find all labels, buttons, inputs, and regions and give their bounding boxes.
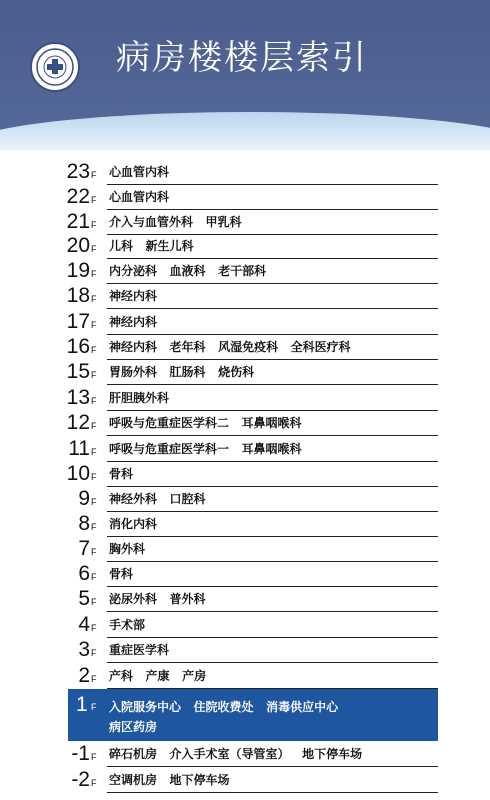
- floor-suffix: F: [91, 572, 97, 582]
- floor-suffix: F: [91, 370, 97, 380]
- floor-suffix: F: [91, 752, 97, 762]
- floor-suffix: F: [91, 220, 97, 230]
- floor-suffix: F: [91, 597, 97, 607]
- floor-suffix: F: [91, 421, 97, 431]
- floor-row: [0, 310, 490, 335]
- floor-departments: 心血管内科: [109, 190, 170, 204]
- hospital-logo: [30, 42, 80, 92]
- floor-number: 20: [66, 234, 90, 257]
- floor-suffix: F: [91, 472, 97, 482]
- floor-suffix: F: [91, 396, 97, 406]
- floor-row: [0, 386, 490, 411]
- page-title: 病房楼楼层索引: [116, 38, 368, 78]
- floor-departments: 心血管内科: [109, 165, 170, 179]
- floor-number: 1: [76, 693, 88, 716]
- floor-departments-line2: 病区药房: [109, 720, 158, 734]
- floor-departments: 骨科: [109, 567, 134, 581]
- floor-suffix: F: [91, 170, 97, 180]
- floor-suffix: F: [91, 497, 97, 507]
- floor-row: [0, 411, 490, 436]
- floor-suffix: F: [91, 195, 97, 205]
- floor-row: [0, 487, 490, 512]
- floor-departments: 泌尿外科 普外科: [109, 592, 206, 606]
- floor-number: 12: [66, 411, 90, 434]
- floor-row: [0, 613, 490, 638]
- floor-departments: 消化内科: [109, 517, 158, 531]
- floor-row: [0, 185, 490, 210]
- floor-departments: 呼吸与危重症医学科一 耳鼻咽喉科: [109, 442, 302, 456]
- floor-suffix: F: [91, 778, 97, 788]
- floor-number: 21: [66, 210, 90, 233]
- floor-number: 18: [66, 284, 90, 307]
- floor-number: 19: [66, 259, 90, 282]
- row-divider: [107, 766, 438, 767]
- floor-suffix: F: [91, 674, 97, 684]
- floor-departments: 呼吸与危重症医学科二 耳鼻咽喉科: [109, 416, 302, 430]
- floor-number: 5: [78, 587, 90, 610]
- floor-suffix: F: [91, 320, 97, 330]
- floor-row: [0, 437, 490, 462]
- floor-number: 23: [66, 160, 90, 183]
- floor-departments: 产科 产康 产房: [109, 669, 207, 683]
- floor-suffix: F: [91, 244, 97, 254]
- floor-suffix: F: [91, 269, 97, 279]
- floor-suffix: F: [91, 547, 97, 557]
- floor-departments: 神经内科: [109, 289, 158, 303]
- row-divider: [107, 308, 438, 309]
- floor-row: [0, 335, 490, 360]
- floor-departments: 手术部: [109, 618, 146, 632]
- floor-number: -1: [71, 742, 90, 765]
- floor-departments: 肝胆胰外科: [109, 391, 170, 405]
- floor-number: 17: [66, 310, 90, 333]
- floor-number: 22: [66, 185, 90, 208]
- hospital-emblem-icon: [35, 47, 75, 87]
- floor-suffix: F: [91, 623, 97, 633]
- header-wave: [0, 112, 490, 150]
- floor-row: [0, 742, 490, 767]
- floor-row: [0, 360, 490, 385]
- floor-row: [0, 462, 490, 487]
- floor-number: 7: [78, 537, 90, 560]
- floor-departments: 内分泌科 血液科 老干部科: [109, 264, 267, 278]
- floor-suffix: F: [91, 447, 97, 457]
- row-divider: [107, 384, 438, 385]
- floor-row: [0, 512, 490, 537]
- floor-departments-line1: 入院服务中心 住院收费处 消毒供应中心: [109, 700, 339, 714]
- floor-number: 11: [68, 437, 90, 460]
- floor-row: [0, 537, 490, 562]
- floor-number: 3: [78, 638, 90, 661]
- floor-departments: 碎石机房 介入手术室（导管室） 地下停车场: [109, 747, 363, 761]
- floor-departments: 儿科 新生儿科: [109, 239, 194, 253]
- floor-departments: 胃肠外科 肛肠科 烧伤科: [109, 365, 255, 379]
- floor-number: -2: [71, 768, 90, 791]
- floor-number: 10: [66, 462, 90, 485]
- floor-departments: 胸外科: [109, 542, 146, 556]
- floor-suffix: F: [91, 702, 97, 712]
- floor-row: [0, 160, 490, 185]
- floor-suffix: F: [91, 294, 97, 304]
- floor-number: 2: [78, 664, 90, 687]
- floor-number: 4: [78, 613, 90, 636]
- floor-number: 15: [66, 360, 90, 383]
- row-divider: [107, 792, 438, 793]
- floor-departments: 骨科: [109, 467, 134, 481]
- floor-row: [0, 638, 490, 663]
- floor-number: 13: [66, 386, 90, 409]
- floor-row: [0, 234, 490, 259]
- floor-suffix: F: [91, 648, 97, 658]
- floor-suffix: F: [91, 345, 97, 355]
- floor-number: 6: [78, 562, 90, 585]
- floor-row-1-highlight: [68, 689, 438, 741]
- row-divider: [107, 662, 438, 663]
- floor-departments: 神经外科 口腔科: [109, 492, 206, 506]
- floor-row: [0, 664, 490, 689]
- floor-row: [0, 768, 490, 793]
- floor-departments: 空调机房 地下停车场: [109, 773, 230, 787]
- row-divider: [107, 435, 438, 436]
- floor-number: 16: [66, 335, 90, 358]
- floor-number: 8: [78, 512, 90, 535]
- floor-row: [0, 562, 490, 587]
- floor-departments: 介入与血管外科 甲乳科: [109, 215, 242, 229]
- floor-departments: 神经内科: [109, 315, 158, 329]
- floor-row: [0, 587, 490, 612]
- floor-row: [0, 210, 490, 235]
- row-divider: [107, 611, 438, 612]
- floor-departments: 重症医学科: [109, 643, 170, 657]
- floor-suffix: F: [91, 522, 97, 532]
- floor-row: [0, 259, 490, 284]
- floor-row: [0, 284, 490, 309]
- header-banner: [0, 0, 490, 150]
- floor-number: 9: [78, 487, 90, 510]
- floor-departments: 神经内科 老年科 风湿免疫科 全科医疗科: [109, 340, 351, 354]
